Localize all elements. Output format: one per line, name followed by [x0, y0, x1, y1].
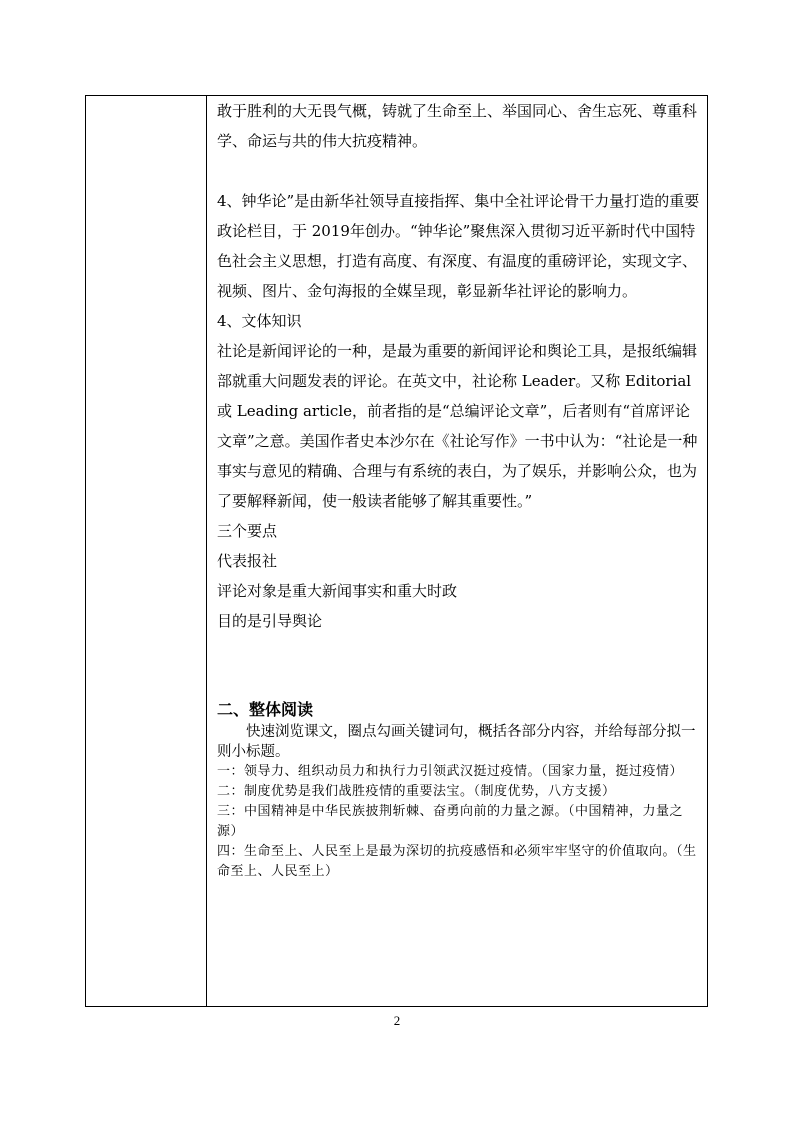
paragraph-zhonghualun: 4、钟华论”是由新华社领导直接指挥、集中全社评论骨干力量打造的重要政论栏目，于 2019年创办。“钟华论”聚焦深入贯彻习近平新时代中国特色社会主义思想，打造有高度、有深度、有温度的重磅评论，实现文字、视频、图片、金句海报的全媒呈现，彰显新华社评论的影响力。	[217, 192, 700, 300]
section-heading: 二、整体阅读	[217, 700, 314, 719]
paragraph-spirit: 敢于胜利的大无畏气概，铸就了生命至上、举国同心、舍生忘死、尊重科学、命运与共的伟大抗疫精神。	[217, 102, 698, 150]
page-number: 2	[393, 1013, 401, 1028]
point-item: 目的是引导舆论	[217, 612, 323, 630]
point-item: 评论对象是重大新闻事实和重大时政	[217, 582, 458, 600]
point-item: 代表报社	[217, 552, 278, 570]
summary-item: 三：中国精神是中华民族披荆斩棘、奋勇向前的力量之源。（中国精神，力量之源）	[217, 804, 684, 839]
summary-item: 四：生命至上、人民至上是最为深切的抗疫感悟和必须牢牢坚守的价值取向。（生命至上、人民至上）	[217, 844, 697, 879]
section-intro: 快速浏览课文，圈点勾画关键词句，概括各部分内容，并给每部分拟一则小标题。	[217, 724, 696, 760]
points-title: 三个要点	[217, 522, 278, 540]
content-table	[85, 95, 708, 1007]
summary-item: 二：制度优势是我们战胜疫情的重要法宝。（制度优势，八方支援）	[217, 784, 616, 799]
content-cell	[217, 96, 703, 882]
style-knowledge-heading: 4、文体知识	[217, 312, 302, 330]
summary-item: 一：领导力、组织动员力和执行力引领武汉挺过疫情。（国家力量，挺过疫情）	[217, 764, 684, 779]
paragraph-shelun: 社论是新闻评论的一种，是最为重要的新闻评论和舆论工具，是报纸编辑部就重大问题发表的评论。在英文中，社论称 Leader。又称 Editorial或 Leading article，前者指的是“总编评论文章”，后者则有“首席评论文章”之意。美国作者史本沙尔在《社论写作》一书中认为：“社论是一种事实与意见的精确、合理与有系统的表白，为了娱乐，并影响公众，也为了要解释新闻，使一般读者能够了解其重要性。”	[217, 342, 698, 510]
column-divider	[206, 96, 207, 1006]
